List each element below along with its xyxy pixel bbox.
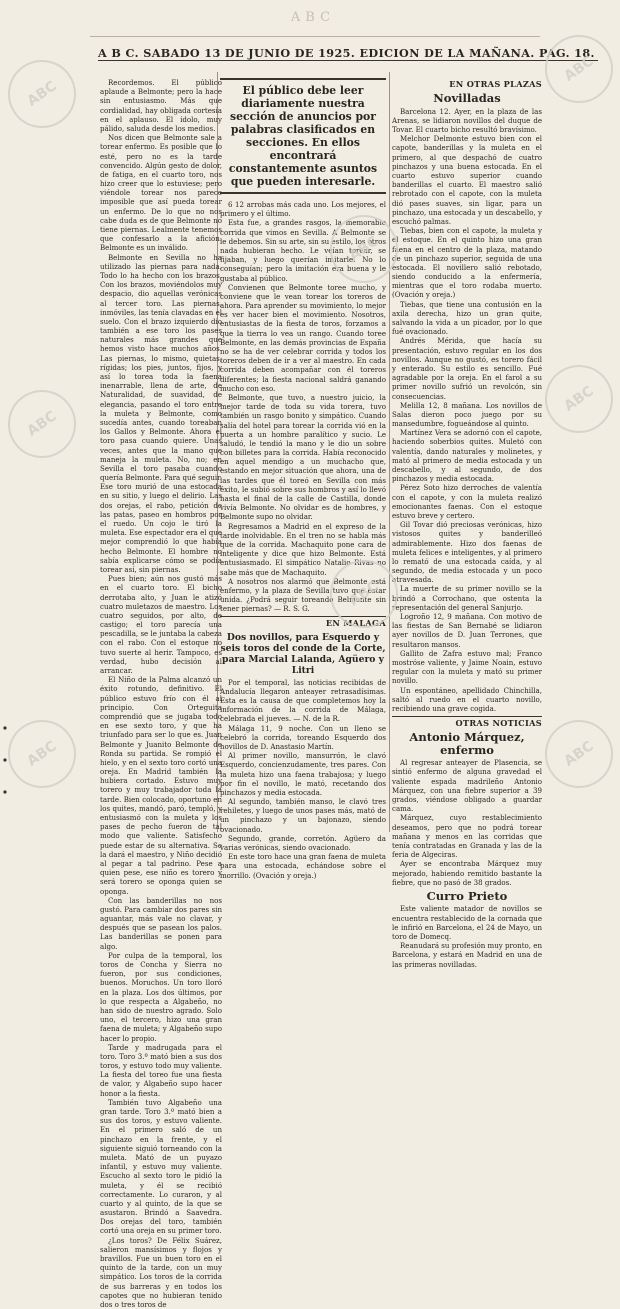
watermark-stamp: ABC (532, 352, 620, 447)
masthead-logo: ABC (290, 10, 336, 25)
header-rule (98, 60, 598, 61)
paragraph: Andrés Mérida, que hacía su presentación, estuvo regular en los dos novillos. Aunque no gustó, es torero fácil y enterado. Su estilo es sencillo. Fué agradable por la oreja. En el farol a su primer novillo sufrió un revolcón, sin consecuencias. (392, 336, 542, 401)
paragraph: En este toro hace una gran faena de muleta para una estocada, echándose sobre el morrillo. (Ovación y oreja.) (220, 852, 386, 880)
paragraph: Con las banderillas no nos gustó. Para cambiar dos pares sin aguantar, más vale no clavar, y después que se pasean los palos. Las banderillas se ponen para algo. (100, 895, 222, 951)
paragraph: A nosotros nos alarmó que Belmonte está enfermo, y la plaza de Sevilla tuvo que estar unida. ¿Podrá seguir toreando Belmonte sin tener piernas? — R. S. G. (220, 576, 386, 614)
watermark-stamp: ABC (532, 22, 620, 117)
paragraph: Melilla 12, 8 mañana. Los novillos de Salas dieron poco juego por su mansedumbre, fogueándose al quinto. (392, 400, 542, 429)
paragraph: Tiebas, que tiene una contusión en la axila derecha, hizo un gran quite, salvando la vida a un picador, por lo que fué ovacionado. (392, 299, 542, 337)
paragraph: Pérez Soto hizo derroches de valentía con el capote, y con la muleta realizó emocionantes faenas. Con el estoque estuvo breve y certero. (392, 483, 542, 520)
article-headline-curro-prieto: Curro Prieto (426, 888, 508, 903)
column-3 (392, 78, 542, 969)
paragraph: Gil Tovar dió preciosas verónicas, hizo vistosos quites y banderilleó admirablemente. Hizo dos faenas de muleta felices e inteligentes, y al primero lo remató de una estocada caída, y al segundo, de media estocada y un poco atravesada. (392, 520, 542, 585)
column-2 (220, 78, 386, 880)
watermark-stamp: ABC (0, 377, 89, 472)
section-label-otras-noticias: OTRAS NOTICIAS (392, 716, 542, 728)
column-divider (389, 72, 390, 832)
watermark-stamp: ABC (532, 707, 620, 802)
column-1 (100, 78, 222, 1309)
paragraph: ¿Los toros? De Félix Suárez, salieron mansísimos y flojos y bravillos. Fue un buen toro en el quinto de la tarde, con un muy simpático. Los toros de la corrida de sus barreras y en todos los capotes que no hubieran tenido dos o tres toros de (100, 1235, 222, 1309)
paragraph: El Niño de la Palma alcanzó un éxito rotundo, definitivo. El público estuvo frío con él al principio. Con Orteguita comprendió que se jugaba todo en ese sexto toro, y que ha triunfado para ser lo que es. Juan Belmonte y Juanito Belmonte de Ronda su partida. Se rompió el hielo, y en el sexto toro cortó una oreja. En Madrid también la hubiera cortado. Estuvo muy torero y muy trabajador toda la tarde. Bien colocado, oportuno en los quites, mandó, paró, templó, y entusiasmó con la muleta y los pases de pecho fueron de tal modo que valiente. Satisfecho puede estar de su alternativa. Se la dará el maestro, y Niño decidió al pegar a tal padrino. Pese a quien pese, ese niño es torero y será torero se oponga quien se oponga. (100, 675, 222, 896)
paragraph: Al segundo, también manso, le clavó tres rehiletes, y luego de unos pases más, mató de un pinchazo y un bajonazo, siendo ovacionado. (220, 797, 386, 834)
paragraph: Nos dicen que Belmonte sale a torear enfermo. Es posible que lo esté, pero no es la tarde convencido. Algún gesto de dolor, de fatiga, en el cuarto toro, nos hizo creer que lo estuviese; pero viéndole torear nos parece imposible que así pueda torear un enfermo. De lo que no nos cabe duda es de que Belmonte no tiene piernas. Lealmente tenemos que confesarlo a la afición. Belmonte es un inválido. (100, 133, 222, 253)
paragraph: Belmonte en Sevilla no ha utilizado las piernas para nada. Todo lo ha hecho con los brazos. Con los brazos, moviéndolos muy despacio, dio aquellas verónicas al tercer toro. Las piernas, inmóviles, las tenía clavadas en el suelo. Con el brazo izquierdo dio también a ese toro los pases naturales más grandes que hemos visto hace muchos años. Las piernas, lo mismo, quietas, rígidas; los pies, juntos, fijos, y así lo torea toda la faena inenarrable, llena de arte, de Naturalidad, de suavidad, de elegancia, pasando el toro entre la muleta y Belmonte, como sucedía antes, cuando toreaban los Gallos y Belmonte. Ahora el toro pasa cuando quiere. Unas veces, antes que la mano que maneja la muleta. No, no; en Sevilla el toro pasaba cuando quería Belmonte. Para qué seguir. Ese toro murió de una estocada en su sitio, y luego el delirio. Las dos orejas, el rabo, petición de las patas, paseo en hombros por el ruedo. Un cojo le tiró la muleta. Ese espectador era el que mejor comprendió lo que había hecho Belmonte. El hombre no sabía explicarse cómo se podía torear así, sin piernas. (100, 252, 223, 574)
paragraph: Esta fue, a grandes rasgos, la memorable corrida que vimos en Sevilla. A Belmonte se le debemos. Sin su arte, sin su estilo, los otros nada hubieran hecho. Le veían torear, se fijaban, y luego querían imitarle. No lo conseguían; pero la imitación era buena y le gustaba al público. (220, 218, 386, 283)
paragraph: También tuvo Algabeño una gran tarde. Toro 3.º mató bien a sus dos toros, y estuvo valiente. En el primero saló de un pinchazo en la frente, y el siguiente siguió torneando con la muleta. Mató de un puyazo infantil, y estuvo muy valiente. Escucho al sexto toro le pidió la muleta, y él se recibió correctamente. Lo curaron, y al cuarto y al quinto, de la que se asustaron. Brindó a Saavedra. Dos orejas del toro, también cortó una oreja en su primer toro. (100, 1097, 222, 1236)
watermark-stamp: ABC (0, 47, 89, 142)
paragraph: Tarde y madrugada para el toro. Toro 3.º mató bien a sus dos toros, y estuvo todo muy valiente. La fiesta del toreo fue una fiesta de valor, y Algabeño supo hacer honor a la fiesta. (100, 1042, 222, 1098)
article-headline-novilladas: Novilladas (433, 91, 501, 106)
paragraph: Márquez, cuyo restablecimiento deseamos, pero que no podrá torear mañana y menos en las corridas que tenía contratadas en Granada y las de la feria de Algeciras. (392, 813, 542, 860)
binding-marks (2, 720, 8, 800)
paragraph: Belmonte, que tuvo, a nuestro juicio, la mejor tarde de toda su vida torera, tuvo también un rasgo bonito y simpático. Cuando salía del hotel para torear la corrida vió en la puerta a un hombre paralítico y sucio. Le saludó, le tendió la mano y le dio un sobre con billetes para la corrida. Había reconocido en aquel mendigo a un muchacho que, estando en mejor situación que ahora, una de las tardes que él toreó en Sevilla con más éxito, le subió sobre sus hombros y así lo llevó hasta el final de la calle de Castilla, donde vivía Belmonte. No olvidar es de hombres, y Belmonte supo no olvidar. (220, 392, 386, 522)
paragraph: Convienen que Belmonte toree mucho, y conviene que le vean torear los toreros de ahora. Para aprender su movimiento, lo mejor es ver hacer bien el movimiento. Nosotros, entusiastas de la fiesta de toros, forzamos a que la tierra lo vea un rango. Cuando toree Belmonte, en las demás provincias de España no se ha de ver celebrar corrida y todos los toreros deben de ir a ver al maestro. En cada corrida deben acompañar con él toreros diferentes; la fiesta nacional saldrá ganando mucho con eso. (220, 282, 386, 393)
paragraph: Martínez Vera se adornó con el capote, haciendo soberbios quites. Muletó con valentía, dando naturales y molinetes, y mató al primero de media estocada y un descabello, y al segundo, de dos pinchazos y media estocada. (392, 428, 542, 484)
paragraph: Por culpa de la temporal, los toros de Concha y Sierra no fueron, por sus condiciones, buenos. Moruchos. Un toro lloró en la plaza. Los dos últimos, por lo que respecta a Algabeño, no han sido de nuestro agrado. Solo uno, el tercero, hizo una gran faena de muleta; y Algabeño supo hacer lo propio. (100, 950, 222, 1043)
paragraph: Al primer novillo, mansurrón, le clavó Esquerdo, concienzudamente, tres pares. Con la muleta hizo una faena trabajosa; y luego por fin el novillo, le mató, recetando dos pinchazos y media estocada. (220, 751, 386, 797)
paragraph: Ayer se encontraba Márquez muy mejorado, habiendo remitido bastante la fiebre, que no pasó de 38 grados. (392, 859, 542, 887)
paragraph: Un espontáneo, apellidado Chinchilla, saltó al ruedo en el cuarto novillo, recibiendo una grave cogida. (392, 685, 542, 713)
paragraph: Regresamos a Madrid en el expreso de la tarde inolvidable. En el tren no se habla más que de la corrida. Machaquito pone cara de inteligente y dice que hizo Belmonte. Está entusiasmado. El simpático Natalio Rivas no sabe más que de Machaquito. (220, 521, 386, 577)
paragraph: Tiebas, bien con el capote, la muleta y el estoque. En el quinto hizo una gran faena en el centro de la plaza, matando de un pinchazo superior, seguida de una estocada. El novillero salió rebotado, siendo conducido a la enfermería, mientras que el toro rodaba muerto. (Ovación y oreja.) (392, 226, 542, 300)
paragraph: La muerte de su primer novillo se la brindó a Corrochano, que ostenta la representación del general Sanjurjo. (392, 584, 542, 612)
paragraph: Este valiente matador de novillos se encuentra restablecido de la cornada que le infirió en Barcelona, el 24 de Mayo, un toro de Domecq. (392, 904, 542, 941)
paragraph: Reanudará su profesión muy pronto, en Barcelona, y estará en Madrid en una de las primeras novilladas. (392, 941, 542, 969)
watermark-stamp: ABC (317, 547, 412, 642)
paragraph: Logroño 12, 9 mañana. Con motivo de las fiestas de San Bernabé se lidiaron ayer novillos de D. Juan Terrones, que resultaron mansos. (392, 612, 542, 649)
watermark-stamp: ABC (0, 707, 89, 802)
paragraph: Barcelona 12. Ayer, en la plaza de las Arenas, se lidiaron novillos del duque de Tovar. El cuarto bicho resultó bravísimo. (392, 106, 542, 135)
paragraph: Pues bien; aún nos gustó más en el cuarto toro. El bicho derrotaba alto, y Juan le atizó cuatro muletazos de maestro. Los cuatro seguidos, por alto, de castigo; el toro parecía una pescadilla, se le juntaba la cabeza con el rabo. Con el estoque no tuvo suerte al herir. Tampoco, es verdad, hubo decisión al arrancar. (100, 574, 222, 675)
paragraph: Gallito de Zafra estuvo mal; Franco mostróse valiente, y Jaime Noain, estuvo regular con la muleta y mató su primer novillo. (392, 648, 542, 686)
paragraph: Por el temporal, las noticias recibidas de Andalucía llegaron anteayer retrasadísimas. Esta es la causa de que completemos hoy la información de la corrida de Málaga, celebrada el jueves. — N. de la R. (220, 677, 386, 724)
page-header: A B C. SABADO 13 DE JUNIO DE 1925. EDICION DE LA MAÑANA. PAG. 18. (98, 46, 595, 60)
paragraph: 6 12 arrobas más cada uno. Los mejores, el primero y el último. (220, 200, 386, 219)
classified-ads-notice: El público debe leer diariamente nuestra sección de anuncios por palabras clasificados en secciones. En ellos encontrará constantemente asuntos que pueden interesarle. (220, 78, 386, 194)
paragraph: Melchor Delmonte estuvo bien con el capote, banderillas y la muleta en el primero, al que despachó de cuatro pinchazos y una buena estocada. En el cuarto estuvo superior cuando banderillas el cuarto. El maestro salió rebrotado con el capote, con la muleta dió pases suaves, sin ligar, para un pinchazo, una estocada y un descabello, y escuchó palmas. (392, 134, 542, 226)
paragraph: Recordemos. El público aplaude a Belmonte; pero la hace sin entusiasmo. Más que cordialidad, hay obligada cortesía en el aplauso. El ídolo, muy pálido, saluda desde los medios. (100, 78, 222, 133)
section-label-malaga: EN MALAGA (220, 616, 386, 628)
paragraph: Al regresar anteayer de Plasencia, se sintió enfermo de alguna gravedad el valiente espada madrileño Antonio Márquez, con una fiebre superior a 39 grados, viéndose obligado a guardar cama. (392, 758, 542, 814)
watermark-stamp: ABC (317, 202, 412, 297)
paragraph: Segundo, grande, corretón. Agüero da varias verónicas, siendo ovacionado. (220, 833, 386, 852)
section-label-otras-plazas: EN OTRAS PLAZAS (449, 79, 542, 89)
article-headline-marquez: Antonio Márquez, enfermo (409, 730, 525, 757)
paragraph: Málaga 11, 9 noche. Con un lleno se celebró la corrida, toreando Esquerdo dos novillos de D. Anastasio Martín. (220, 723, 386, 751)
article-headline-malaga: Dos novillos, para Esquerdo y seis toros del conde de la Corte, para Marcial Lalanda, Agüero y Litri (220, 631, 386, 676)
